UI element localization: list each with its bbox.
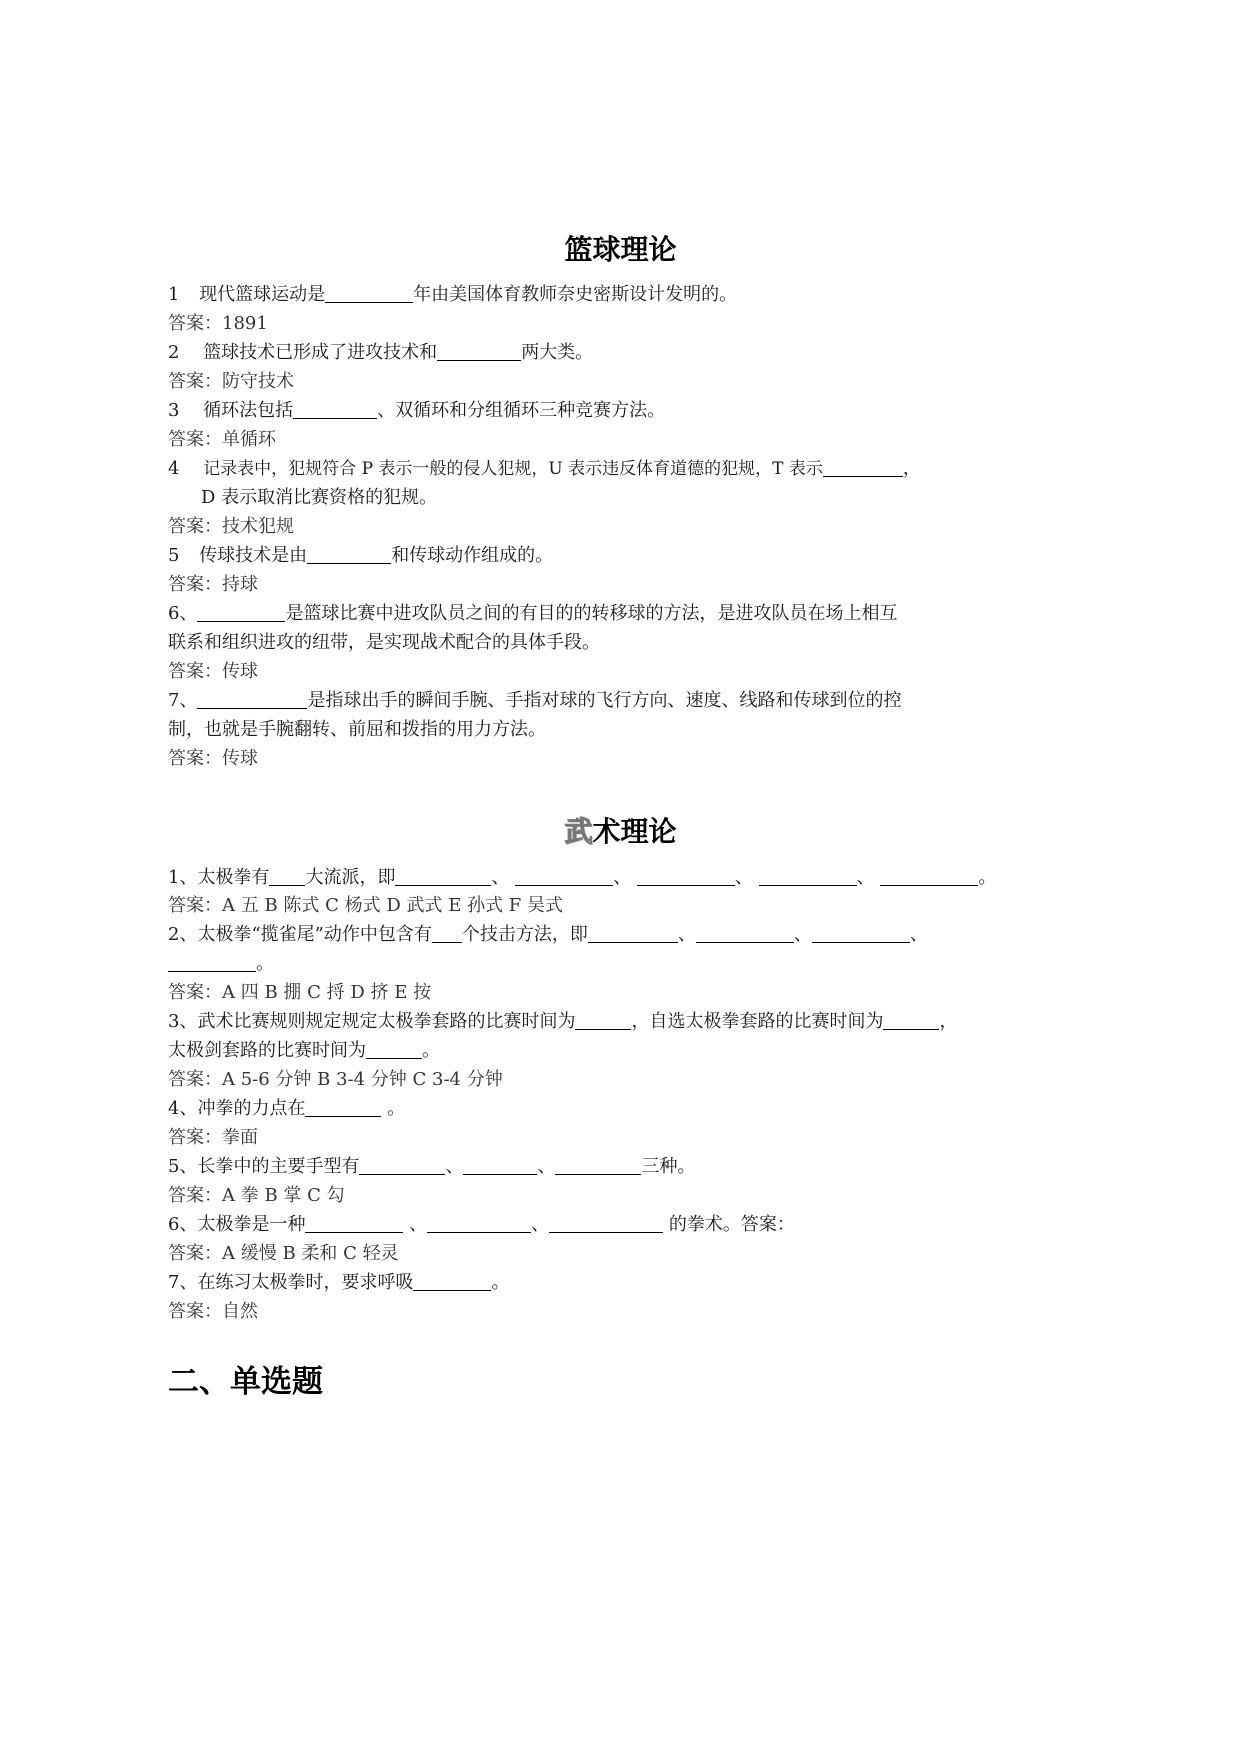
separator: 、 <box>793 924 812 945</box>
title-outlined-char: 武 <box>564 815 593 848</box>
answer-blank <box>883 1011 939 1030</box>
title-rest: 术理论 <box>592 815 677 848</box>
answer-blank <box>880 867 978 886</box>
answer-5: 答案：持球 <box>168 574 258 595</box>
separator: 、 <box>445 1156 464 1177</box>
answer-blank <box>269 867 305 886</box>
answer-blank <box>293 400 377 419</box>
separator: 、 <box>491 867 510 888</box>
wushu-question-6 <box>168 1213 795 1237</box>
question-4 <box>168 457 921 481</box>
question-1 <box>168 283 737 307</box>
wushu-answer-6: 答案：A 缓慢 B 柔和 C 轻灵 <box>168 1243 399 1264</box>
question-text: 7、在练习太极拳时，要求呼吸 <box>168 1272 414 1293</box>
separator: 、 <box>856 867 875 888</box>
wushu-question-1 <box>168 866 996 890</box>
period: 。 <box>491 1272 510 1293</box>
question-text: 1、太极拳有 <box>168 867 270 888</box>
question-text: 4、冲拳的力点在 <box>168 1098 306 1119</box>
question-text: 6、太极拳是一种 <box>168 1214 306 1235</box>
separator: 、 <box>537 1156 556 1177</box>
wushu-answer-5: 答案：A 拳 B 掌 C 勾 <box>168 1185 345 1206</box>
answer-blank <box>515 867 613 886</box>
answer-2: 答案：防守技术 <box>168 371 294 392</box>
answer-blank <box>325 284 413 303</box>
separator: 、 <box>734 867 753 888</box>
question-6 <box>168 602 897 626</box>
question-text: 年由美国体育教师奈史密斯设计发明的。 <box>413 284 738 305</box>
question-text: 三种。 <box>641 1156 696 1177</box>
question-text: 循环法包括 <box>203 400 294 421</box>
separator: 、 <box>613 867 632 888</box>
wushu-answer-3: 答案：A 5-6 分钟 B 3-4 分钟 C 3-4 分钟 <box>168 1069 503 1090</box>
wushu-question-4 <box>168 1097 405 1121</box>
question-7-line2: 制，也就是手腕翻转、前屈和拨指的用力方法。 <box>168 719 546 740</box>
question-text: ， <box>939 1011 958 1032</box>
separator: 、 <box>403 1214 428 1235</box>
answer-3: 答案：单循环 <box>168 429 276 450</box>
question-text: 3、武术比赛规则规定规定太极拳套路的比赛时间为 <box>168 1011 576 1032</box>
question-2 <box>168 341 593 365</box>
wushu-question-2 <box>168 923 928 947</box>
answer-blank <box>588 924 678 943</box>
question-text: 记录表中，犯规符合 P 表示一般的侵人犯规，U 表示违反体育道德的犯规，T 表示 <box>203 459 823 479</box>
question-text: 2、太极拳“揽雀尾”动作中包含有 <box>168 924 432 945</box>
wushu-answer-7: 答案：自然 <box>168 1301 258 1322</box>
separator: 、 <box>531 1214 550 1235</box>
period: 。 <box>381 1098 406 1119</box>
answer-blank <box>168 953 256 972</box>
separator: 、 <box>909 924 928 945</box>
wushu-question-2-line2 <box>168 952 274 976</box>
question-6-line2: 联系和组织进攻的纽带，是实现战术配合的具体手段。 <box>168 632 600 653</box>
question-number: 5 <box>168 545 180 566</box>
answer-blank <box>197 690 307 709</box>
wushu-question-5 <box>168 1155 695 1179</box>
question-text: 和传球动作组成的。 <box>391 545 554 566</box>
question-text: 的拳术。答案： <box>663 1214 795 1235</box>
question-text: 两大类。 <box>521 342 594 363</box>
question-number: 2 <box>168 342 180 363</box>
answer-blank <box>759 867 857 886</box>
wushu-question-7 <box>168 1271 509 1295</box>
question-text: 大流派，即 <box>305 867 396 888</box>
answer-blank <box>575 1011 631 1030</box>
wushu-question-3-line2 <box>168 1039 440 1063</box>
basketball-title: 篮球理论 <box>564 233 677 266</box>
period: 。 <box>978 867 997 888</box>
answer-blank <box>413 1272 491 1291</box>
question-4-line2: D 表示取消比赛资格的犯规。 <box>201 487 438 508</box>
answer-blank <box>696 924 794 943</box>
question-text: 、双循环和分组循环三种竞赛方法。 <box>377 400 666 421</box>
question-text: ，自选太极拳套路的比赛时间为 <box>631 1011 884 1032</box>
question-text: ， <box>902 458 921 479</box>
question-text: 个技击方法，即 <box>461 924 588 945</box>
answer-blank <box>307 545 391 564</box>
question-text: 现代篮球运动是 <box>199 284 326 305</box>
question-5 <box>168 544 553 568</box>
answer-blank <box>305 1098 381 1117</box>
separator: 、 <box>677 924 696 945</box>
wushu-answer-1: 答案：A 五 B 陈式 C 杨式 D 武式 E 孙式 F 吴式 <box>168 895 563 916</box>
wushu-title <box>0 814 1241 850</box>
answer-4: 答案：技术犯规 <box>168 516 294 537</box>
answer-blank <box>437 342 521 361</box>
answer-blank <box>366 1040 422 1059</box>
answer-blank <box>305 1214 403 1233</box>
wushu-answer-4: 答案：拳面 <box>168 1127 258 1148</box>
section-heading: 二、单选题 <box>168 1364 323 1400</box>
question-text: 传球技术是由 <box>199 545 308 566</box>
question-number: 6、 <box>168 603 198 624</box>
question-text: 是篮球比赛中进攻队员之间的有目的的转移球的方法，是进攻队员在场上相互 <box>285 603 898 624</box>
question-7 <box>168 689 901 713</box>
wushu-question-3 <box>168 1010 957 1034</box>
answer-blank <box>395 867 491 886</box>
answer-7: 答案：传球 <box>168 748 258 769</box>
question-number: 7、 <box>168 690 198 711</box>
period: 。 <box>256 953 274 974</box>
wushu-answer-2: 答案：A 四 B 掤 C 捋 D 挤 E 按 <box>168 982 432 1003</box>
question-number: 3 <box>168 400 180 421</box>
question-text: 太极剑套路的比赛时间为 <box>168 1040 366 1061</box>
answer-blank <box>463 1156 537 1175</box>
answer-blank <box>432 924 462 943</box>
question-number: 4 <box>168 458 180 479</box>
answer-blank <box>812 924 910 943</box>
question-text: 是指球出手的瞬间手腕、手指对球的飞行方向、速度、线路和传球到位的控 <box>307 690 902 711</box>
question-3 <box>168 399 665 423</box>
answer-6: 答案：传球 <box>168 661 258 682</box>
answer-blank <box>637 867 735 886</box>
answer-blank <box>555 1156 641 1175</box>
question-text: 篮球技术已形成了进攻技术和 <box>203 342 438 363</box>
answer-blank <box>823 458 903 477</box>
answer-blank <box>427 1214 531 1233</box>
period: 。 <box>422 1040 440 1061</box>
answer-blank <box>359 1156 445 1175</box>
answer-1: 答案：1891 <box>168 313 268 334</box>
question-text: 5、长拳中的主要手型有 <box>168 1156 360 1177</box>
answer-blank <box>197 603 285 622</box>
question-number: 1 <box>168 284 180 305</box>
answer-blank <box>549 1214 663 1233</box>
